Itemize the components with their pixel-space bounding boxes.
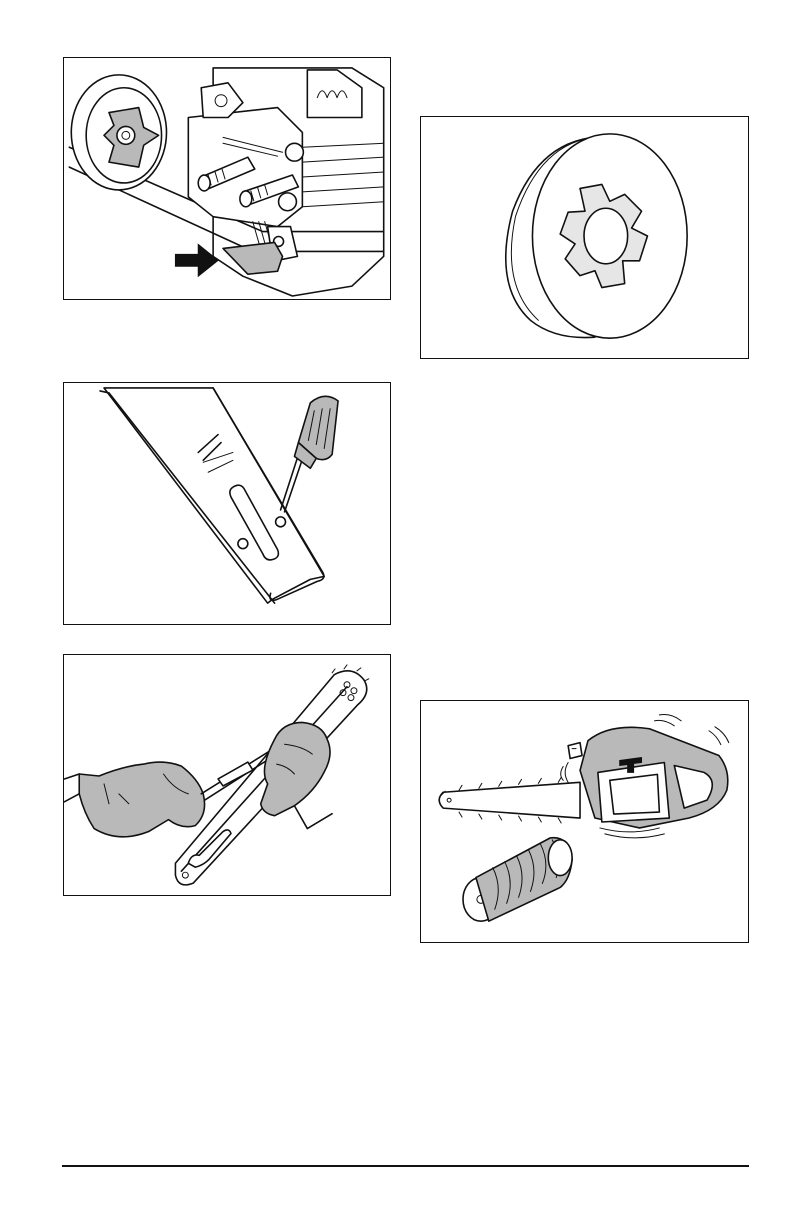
sprocket-figure xyxy=(420,116,749,359)
chain-brake-figure xyxy=(63,57,391,300)
footer-rule xyxy=(62,1165,749,1167)
sprocket-drum-icon xyxy=(421,117,748,358)
guide-bar-filing-icon xyxy=(64,655,390,895)
av-buffer-figure xyxy=(420,700,749,943)
anti-vibration-buffer-icon xyxy=(421,701,748,942)
guide-bar-cleaning-icon xyxy=(64,383,390,624)
bar-filing-figure xyxy=(63,654,391,896)
bar-cleaning-figure xyxy=(63,382,391,625)
chain-brake-lever-icon xyxy=(64,58,390,299)
